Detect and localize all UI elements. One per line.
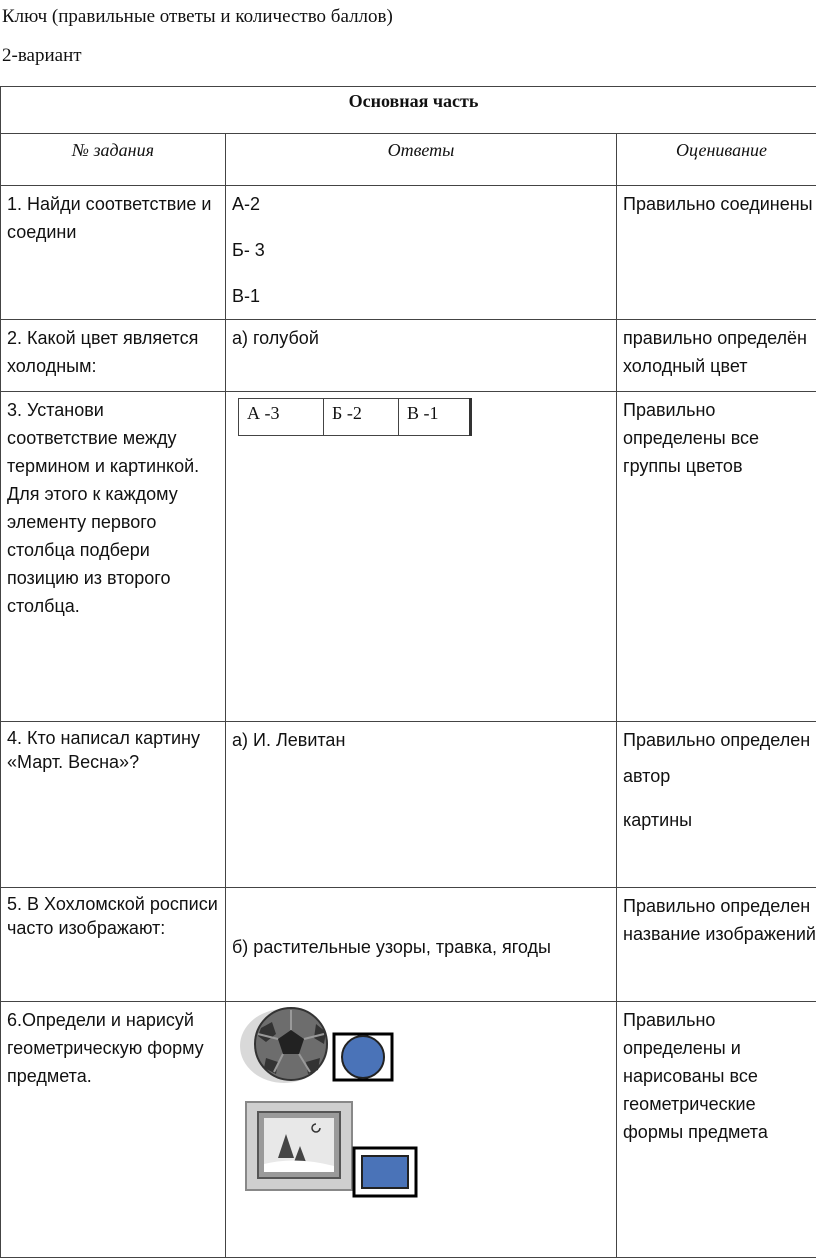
framed-winter-picture-icon — [246, 1102, 352, 1190]
answer-key-table — [0, 86, 816, 1258]
answer-cell — [226, 392, 617, 722]
table-row — [1, 722, 816, 888]
column-header-grading: Оценивание — [617, 134, 816, 186]
table-row — [1, 186, 816, 320]
task-cell: 2. Какой цвет является холодным: — [1, 320, 226, 392]
answer-cell — [226, 186, 617, 320]
answer-cell: а) И. Левитан — [226, 722, 617, 888]
task-cell: 6.Определи и нарисуй геометрическую форму предмета. — [1, 1002, 226, 1258]
answer-line: В-1 — [232, 282, 610, 310]
table-row — [1, 392, 816, 722]
table-row — [1, 320, 816, 392]
soccer-ball-icon — [240, 1008, 328, 1083]
match-cell: В -1 — [399, 399, 471, 436]
task-cell: 3. Установи соответствие между термином и картинкой. Для этого к каждому элементу первого столбца подбери позицию из второго столбца. — [1, 392, 226, 722]
variant-label: 2-вариант — [2, 45, 82, 67]
answer-line: Б- 3 — [232, 236, 610, 264]
grading-line: автор — [623, 762, 816, 790]
matching-answer-table — [238, 398, 472, 436]
grading-cell: Правильно соединены — [617, 186, 816, 320]
match-cell: Б -2 — [324, 399, 399, 436]
grading-line: картины — [623, 806, 816, 834]
circle-shape-icon — [334, 1034, 392, 1080]
answer-cell: б) растительные узоры, травка, ягоды — [226, 888, 617, 1002]
answer-cell: а) голубой — [226, 320, 617, 392]
section-title: Основная часть — [1, 87, 816, 134]
grading-cell: Правильно определен название изображений — [617, 888, 816, 1002]
rectangle-shape-icon — [354, 1148, 416, 1196]
answer-line: А-2 — [232, 190, 610, 218]
column-header-answers: Ответы — [226, 134, 617, 186]
grading-cell: Правильно определены и нарисованы все геометрические формы предмета — [617, 1002, 816, 1258]
grading-cell: правильно определён холодный цвет — [617, 320, 816, 392]
answer-cell — [226, 1002, 617, 1258]
task-cell: 5. В Хохломской росписи часто изображают: — [1, 888, 226, 1002]
grading-line: Правильно определен — [623, 726, 816, 754]
page-title: Ключ (правильные ответы и количество баллов) — [2, 6, 393, 28]
table-row — [1, 888, 816, 1002]
table-row — [1, 1002, 816, 1258]
match-cell: А -3 — [239, 399, 324, 436]
task-cell: 1. Найди соответствие и соедини — [1, 186, 226, 320]
grading-cell: Правильно определены все группы цветов — [617, 392, 816, 722]
column-header-task: № задания — [1, 134, 226, 186]
task-cell: 4. Кто написал картину «Март. Весна»? — [1, 722, 226, 888]
grading-cell — [617, 722, 816, 888]
